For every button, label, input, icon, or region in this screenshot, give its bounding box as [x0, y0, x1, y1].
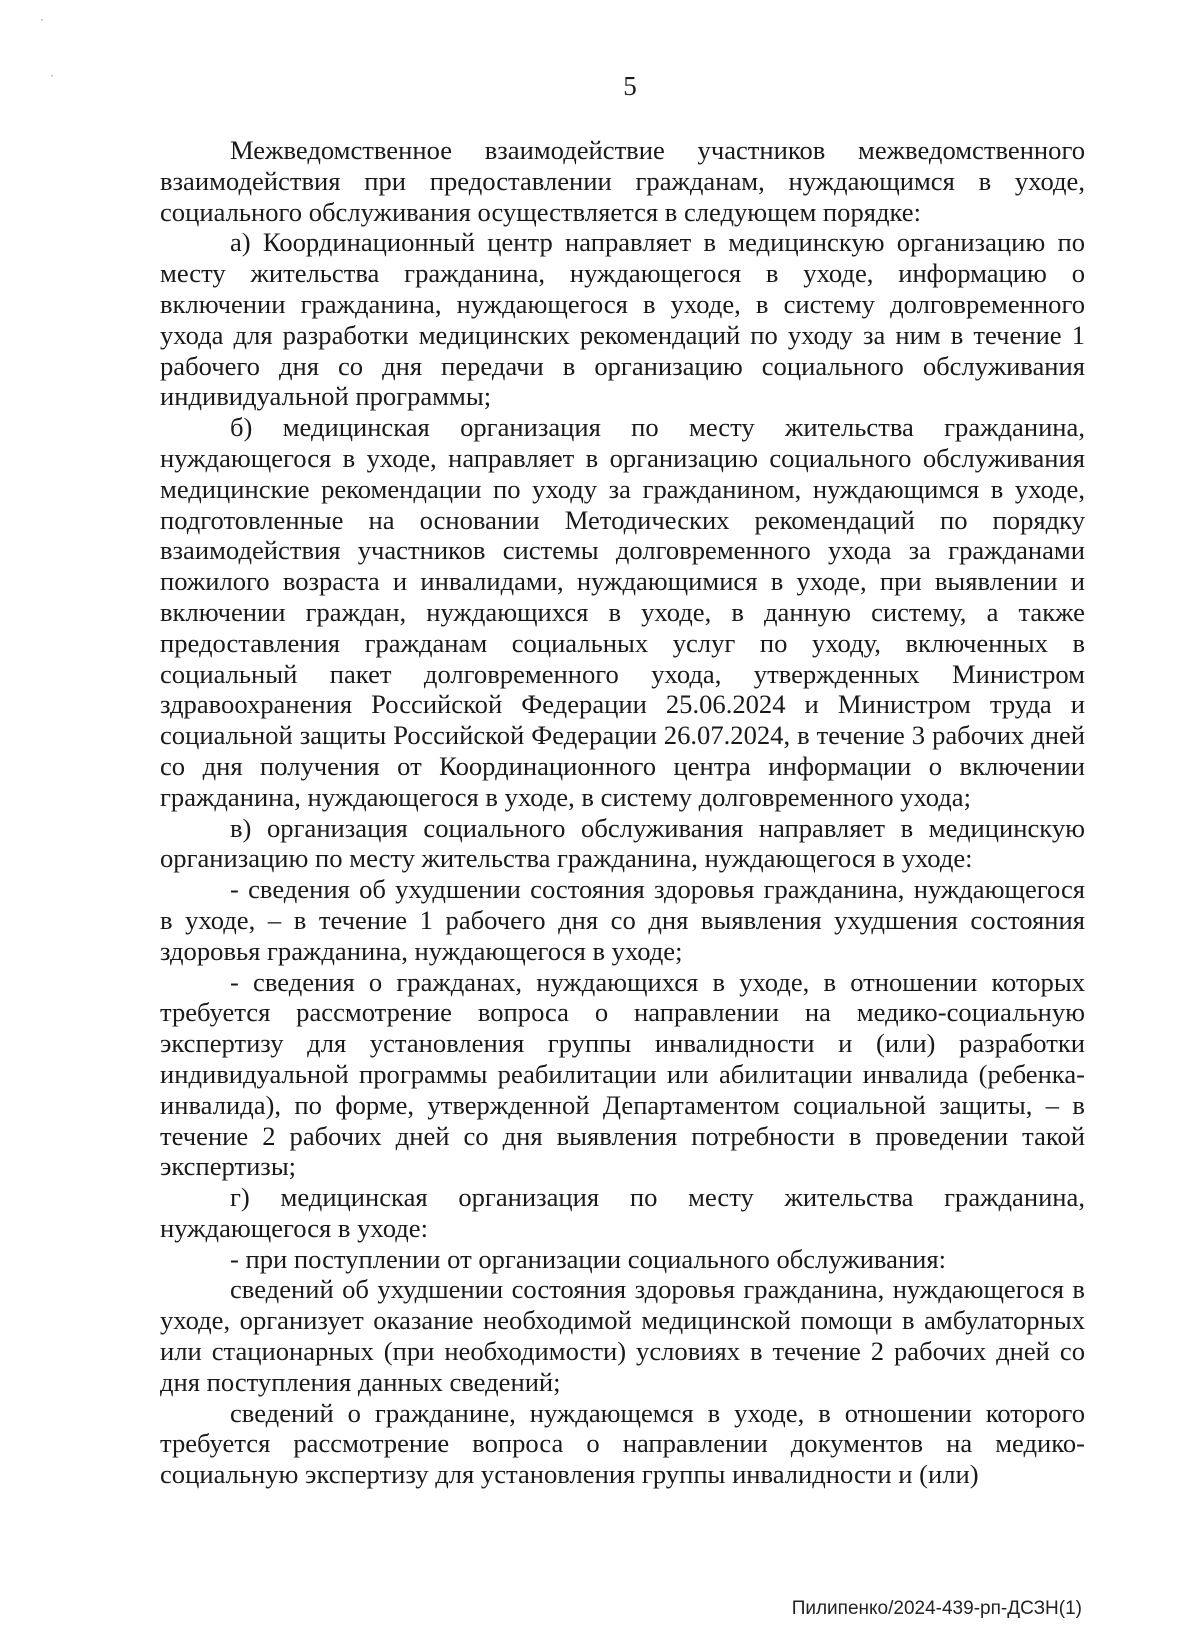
paragraph-citizen-info: сведений о гражданине, нуждающемся в уходе, в отношении которого требуется рассмотрение вопроса о направлении документов на медико-социальную экспертизу для установления группы инвалидности и (или): [160, 1397, 1085, 1490]
scan-speck: ·: [40, 13, 44, 27]
page-number: 5: [623, 71, 637, 101]
paragraph-item-g: г) медицинская организация по месту жительства гражданина, нуждающегося в уходе:: [160, 1182, 1085, 1243]
paragraph-bullet-expertise: - сведения о гражданах, нуждающихся в уходе, в отношении которых требуется рассмотрение вопроса о направлении на медико-социальную экспертизу для установления группы инвалидности и (или) разработки индивидуальной программы реабилитации или абилитации инвалида (ребенка-инвалида), по форме, утвержденной Департаментом социальной защиты, – в течение 2 рабочих дней со дня выявления потребности в проведении такой экспертизы;: [160, 966, 1085, 1182]
scan-speck: ·: [50, 69, 54, 83]
paragraph-item-b: б) медицинская организация по месту жительства гражданина, нуждающегося в уходе, направляет в организацию социального обслуживания медицинские рекомендации по уходу за гражданином, нуждающимся в уходе, подготовленные на основании Методических рекомендаций по порядку взаимодействия участников системы долговременного ухода за гражданами пожилого возраста и инвалидами, нуждающимися в уходе, при выявлении и включении граждан, нуждающихся в уходе, в данную систему, а также предоставления гражданам социальных услуг по уходу, включенных в социальный пакет долговременного ухода, утвержденных Министром здравоохранения Российской Федерации 25.06.2024 и Министром труда и социальной защиты Российской Федерации 26.07.2024, в течение 3 рабочих дней со дня получения от Координационного центра информации о включении гражданина, нуждающегося в уходе, в систему долговременного ухода;: [160, 412, 1085, 812]
paragraph-deterioration-info: сведений об ухудшении состояния здоровья гражданина, нуждающегося в уходе, организует оказание необходимой медицинской помощи в амбулаторных или стационарных (при необходимости) условиях в течение 2 рабочих дней со дня поступления данных сведений;: [160, 1274, 1085, 1397]
paragraph-item-v: в) организация социального обслуживания направляет в медицинскую организацию по месту жительства гражданина, нуждающегося в уходе:: [160, 812, 1085, 874]
paragraph-item-a: а) Координационный центр направляет в медицинскую организацию по месту жительства гражданина, нуждающегося в уходе, информацию о включении гражданина, нуждающегося в уходе, в систему долговременного ухода для разработки медицинских рекомендаций по уходу за ним в течение 1 рабочего дня со дня передачи в организацию социального обслуживания индивидуальной программы;: [160, 227, 1085, 412]
paragraph-bullet-on-receipt: - при поступлении от организации социального обслуживания:: [230, 1243, 947, 1274]
paragraph-bullet-deterioration: - сведения об ухудшении состояния здоровья гражданина, нуждающегося в уходе, – в течение 1 рабочего дня со дня выявления ухудшения состояния здоровья гражданина, нуждающегося в уходе;: [160, 874, 1085, 966]
document-body: [160, 135, 1085, 1490]
document-reference-code: Пилипенко/2024-439-рп-ДСЗН(1): [791, 1598, 1082, 1619]
paragraph-intro: Межведомственное взаимодействие участников межведомственного взаимодействия при предоставлении гражданам, нуждающимся в уходе, социального обслуживания осуществляется в следующем порядке:: [160, 135, 1085, 227]
